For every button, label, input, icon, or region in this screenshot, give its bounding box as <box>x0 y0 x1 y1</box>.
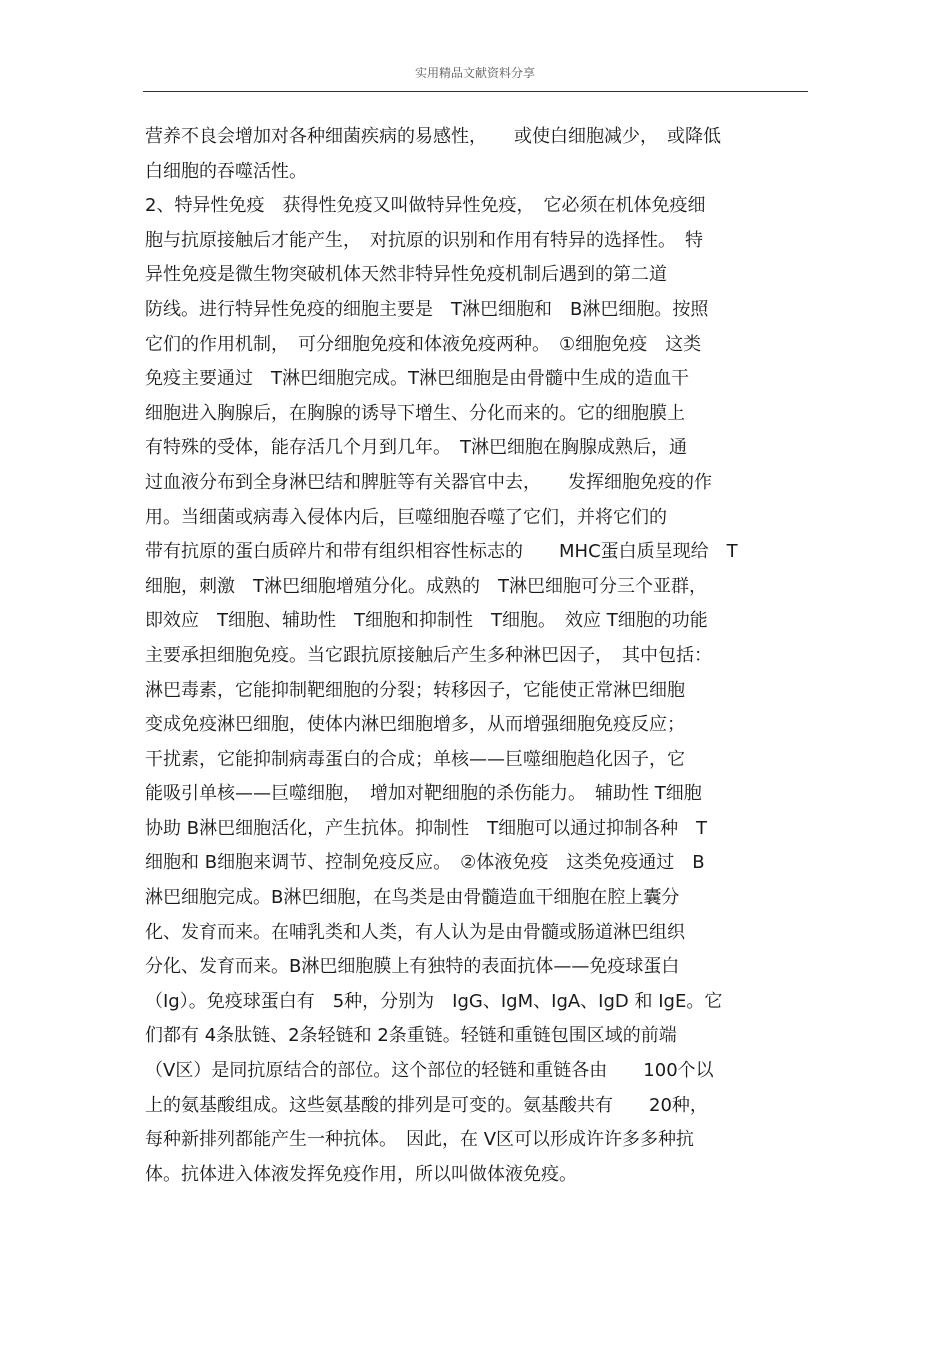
text-line: （V区）是同抗原结合的部位。这个部位的轻链和重链各由 100个以 <box>145 1060 714 1082</box>
text-line: 上的氨基酸组成。这些氨基酸的排列是可变的。氨基酸共有 20种， <box>145 1094 708 1116</box>
text-line: 淋巴细胞完成。B淋巴细胞，在鸟类是由骨髓造血干细胞在腔上囊分 <box>145 887 680 909</box>
text-line: 主要承担细胞免疫。当它跟抗原接触后产生多种淋巴因子， 其中包括： <box>145 644 712 666</box>
text-line: 白细胞的吞噬活性。 <box>145 160 307 182</box>
text-line: （Ig）。免疫球蛋白有 5种，分别为 IgG、IgM、IgA、IgD 和 IgE。它 <box>145 990 723 1012</box>
text-line: 异性免疫是微生物突破机体天然非特异性免疫机制后遇到的第二道 <box>145 264 667 286</box>
text-line: 它们的作用机制， 可分细胞免疫和体液免疫两种。 ①细胞免疫 这类 <box>145 333 702 355</box>
text-line: 带有抗原的蛋白质碎片和带有组织相容性标志的 MHC蛋白质呈现给 T <box>145 541 738 563</box>
text-line: 过血液分布到全身淋巴结和脾脏等有关器官中去， 发挥细胞免疫的作 <box>145 471 712 493</box>
text-line: 淋巴毒素，它能抑制靶细胞的分裂；转移因子，它能使正常淋巴细胞 <box>145 679 685 701</box>
text-line: 即效应 T细胞、辅助性 T细胞和抑制性 T细胞。 效应 T细胞的功能 <box>145 610 708 632</box>
text-line: 干扰素，它能抑制病毒蛋白的合成；单核——巨噬细胞趋化因子，它 <box>145 748 685 770</box>
text-line: 体。抗体进入体液发挥免疫作用，所以叫做体液免疫。 <box>145 1163 577 1185</box>
text-line: 营养不良会增加对各种细菌疾病的易感性， 或使白细胞减少， 或降低 <box>145 126 721 147</box>
text-line: 每种新排列都能产生一种抗体。 因此，在 V区可以形成许许多多种抗 <box>145 1129 695 1151</box>
text-line: 分化、发育而来。B淋巴细胞膜上有独特的表面抗体——免疫球蛋白 <box>145 956 680 978</box>
text-line: 用。当细菌或病毒入侵体内后，巨噬细胞吞噬了它们，并将它们的 <box>145 506 667 528</box>
text-line: 协助 B淋巴细胞活化，产生抗体。抑制性 T细胞可以通过抑制各种 T <box>145 817 708 839</box>
text-line: 2、特异性免疫 获得性免疫又叫做特异性免疫， 它必须在机体免疫细 <box>145 195 706 217</box>
page-header: 实用精品文献资料分享 <box>414 66 535 80</box>
text-line: 有特殊的受体，能存活几个月到几年。 T淋巴细胞在胸腺成熟后，通 <box>145 437 687 459</box>
header-rule <box>143 91 808 92</box>
text-line: 防线。进行特异性免疫的细胞主要是 T淋巴细胞和 B淋巴细胞。按照 <box>145 298 709 320</box>
body-text <box>145 120 815 1192</box>
text-line: 细胞和 B细胞来调节、控制免疫反应。 ②体液免疫 这类免疫通过 B <box>145 852 705 874</box>
text-line: 们都有 4条肽链、2条轻链和 2条重链。轻链和重链包围区域的前端 <box>145 1025 677 1047</box>
text-line: 化、发育而来。在哺乳类和人类，有人认为是由骨髓或肠道淋巴组织 <box>145 921 685 943</box>
text-line: 免疫主要通过 T淋巴细胞完成。T淋巴细胞是由骨髓中生成的造血干 <box>145 368 689 390</box>
text-line: 细胞，刺激 T淋巴细胞增殖分化。成熟的 T淋巴细胞可分三个亚群， <box>145 575 707 597</box>
text-line: 变成免疫淋巴细胞，使体内淋巴细胞增多，从而增强细胞免疫反应； <box>145 714 685 736</box>
text-line: 细胞进入胸腺后，在胸腺的诱导下增生、分化而来的。它的细胞膜上 <box>145 402 685 424</box>
text-line: 能吸引单核——巨噬细胞， 增加对靶细胞的杀伤能力。 辅助性 T细胞 <box>145 783 702 805</box>
text-line: 胞与抗原接触后才能产生， 对抗原的识别和作用有特异的选择性。 特 <box>145 229 703 251</box>
